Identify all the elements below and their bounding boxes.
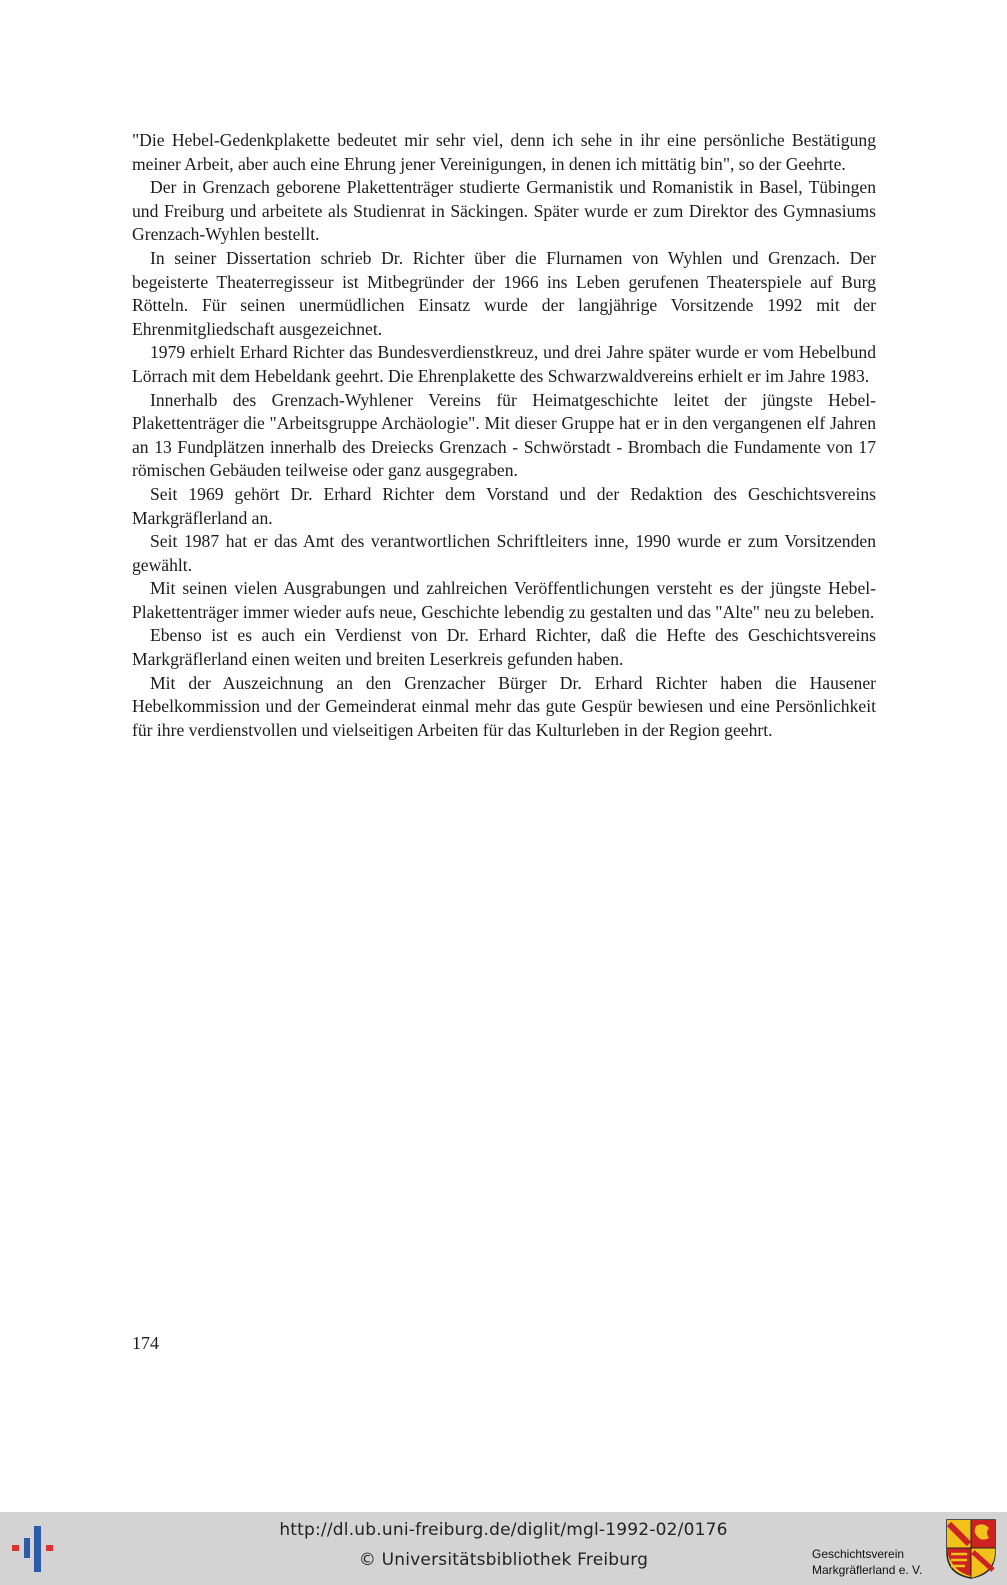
paragraph: In seiner Dissertation schrieb Dr. Richter über die Flurnamen von Wyhlen und Grenzach. Der begeisterte Theaterregisseur ist Mitbegründer der 1966 ins Leben gerufenen Theaterspiele auf Burg Rötteln. Für seinen unermüdlichen Einsatz wurde der langjährige Vorsitzende 1992 mit der Ehrenmitgliedschaft ausgezeichnet. [132, 247, 876, 339]
paragraph: "Die Hebel-Gedenkplakette bedeutet mir sehr viel, denn ich sehe in ihr eine persönliche Bestätigung meiner Arbeit, aber auch eine Ehrung jener Vereinigungen, in denen ich mittätig bin", so der Geehrte. [132, 130, 876, 174]
body-text [132, 129, 876, 742]
document-url-link[interactable]: http://dl.ub.uni-freiburg.de/diglit/mgl-1992-02/0176 [279, 1520, 728, 1540]
footer-bar [0, 1512, 1007, 1585]
publisher-line-2: Markgräflerland e. V. [812, 1563, 923, 1577]
paragraph: Mit der Auszeichnung an den Grenzacher Bürger Dr. Erhard Richter haben die Hausener Hebelkommission und der Gemeinderat einmal mehr das gute Gespür bewiesen und eine Persönlichkeit für ihre verdienstvollen und vielseitigen Arbeiten für das Kulturleben in der Region geehrt. [132, 672, 876, 740]
page-number: 174 [132, 1333, 159, 1353]
paragraph: Seit 1969 gehört Dr. Erhard Richter dem Vorstand und der Redaktion des Geschichtsvereins Markgräflerland an. [132, 483, 876, 528]
paragraph: Mit seinen vielen Ausgrabungen und zahlreichen Veröffentlichungen versteht es der jüngste Hebel-Plakettenträger immer wieder aufs neue, Geschichte lebendig zu gestalten und das "Alte" neu zu beleben. [132, 578, 876, 622]
paragraph: Der in Grenzach geborene Plakettenträger studierte Germanistik und Romanistik in Basel, Tübingen und Freiburg und arbeitete als Studienrat in Säckingen. Später wurde er zum Direktor des Gymnasiums Grenzach-Wyhlen bestellt. [132, 177, 876, 245]
paragraph: 1979 erhielt Erhard Richter das Bundesverdienstkreuz, und drei Jahre später wurde er vom Hebelbund Lörrach mit dem Hebeldank geehrt. Die Ehrenplakette des Schwarzwaldvereins erhielt er im Jahre 1983. [132, 342, 876, 386]
publisher-name [812, 1546, 922, 1578]
publisher-line-1: Geschichtsverein [812, 1547, 905, 1561]
paragraph: Innerhalb des Grenzach-Wyhlener Vereins für Heimatgeschichte leitet der jüngste Hebel-Plakettenträger die "Arbeitsgruppe Archäologie". Mit dieser Gruppe hat er in den vergangenen elf Jahren an 13 Fundplätzen innerhalb des Dreiecks Grenzach - Schwörstadt - Brombach die Fundamente von 17 römischen Gebäuden teilweise oder ganz ausgegraben. [132, 389, 876, 481]
copyright-text: © Universitätsbibliothek Freiburg [358, 1550, 649, 1570]
paragraph: Ebenso ist es auch ein Verdienst von Dr. Erhard Richter, daß die Hefte des Geschichtsvereins Markgräflerland einen weiten und breiten Leserkreis gefunden haben. [132, 625, 876, 670]
coat-of-arms-icon [945, 1518, 997, 1580]
paragraph: Seit 1987 hat er das Amt des verantwortlichen Schriftleiters inne, 1990 wurde er zum Vorsitzenden gewählt. [132, 531, 876, 575]
